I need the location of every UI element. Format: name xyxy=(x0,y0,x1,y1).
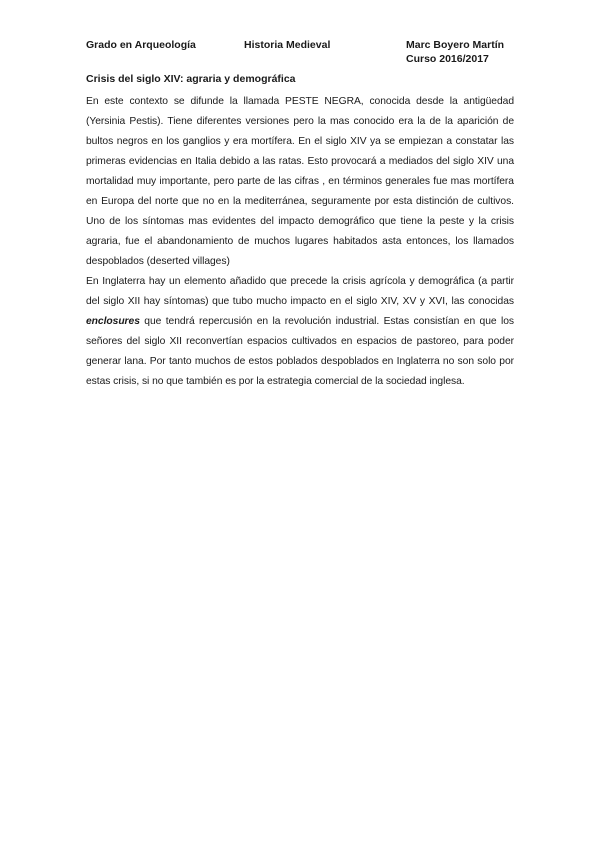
header-degree: Grado en Arqueología xyxy=(86,39,196,51)
paragraph-2-start: En Inglaterra hay un elemento añadido que precede la crisis agrícola y demográfica (a partir del siglo XII hay síntomas) que tubo mucho impacto en el siglo XIV, XV y XVI, las conocidas xyxy=(86,276,514,307)
header-year: Curso 2016/2017 xyxy=(406,53,489,65)
header-author-block xyxy=(406,38,504,66)
header-author: Marc Boyero Martín xyxy=(406,39,505,51)
section-title: Crisis del siglo XIV: agraria y demográfica xyxy=(86,73,296,85)
enclosures-term: enclosures xyxy=(86,316,140,327)
body-text xyxy=(86,92,514,392)
header-course: Historia Medieval xyxy=(244,39,331,51)
page-header xyxy=(86,38,516,68)
paragraph-2 xyxy=(86,272,514,392)
paragraph-2-end: que tendrá repercusión en la revolución industrial. Estas consistían en que los señores del siglo XII reconvertían espacios cultivados en espacios de pastoreo, para poder generar lana. Por tanto muchos de estos poblados despoblados en Inglaterra no son solo por estas crisis, si no que también es por la estrategia comercial de la sociedad inglesa. xyxy=(86,316,514,387)
paragraph-1: En este contexto se difunde la llamada PESTE NEGRA, conocida desde la antigüedad (Yersinia Pestis). Tiene diferentes versiones pero la mas conocido era la de la aparición de bultos negros en los ganglios y era mortífera. En el siglo XIV ya se empiezan a constatar las primeras evidencias en Italia debido a las ratas. Esto provocará a mediados del siglo XIV una mortalidad muy importante, pero parte de las cifras , en términos generales fue mas mortífera en Europa del norte que no en la mediterránea, seguramente por esta distinción de cultivos. Uno de los síntomas mas evidentes del impacto demográfico que tiene la peste y la crisis agraria, fue el abandonamiento de muchos lugares habitados asta entonces, los llamados despoblados (deserted villages) xyxy=(86,96,514,267)
